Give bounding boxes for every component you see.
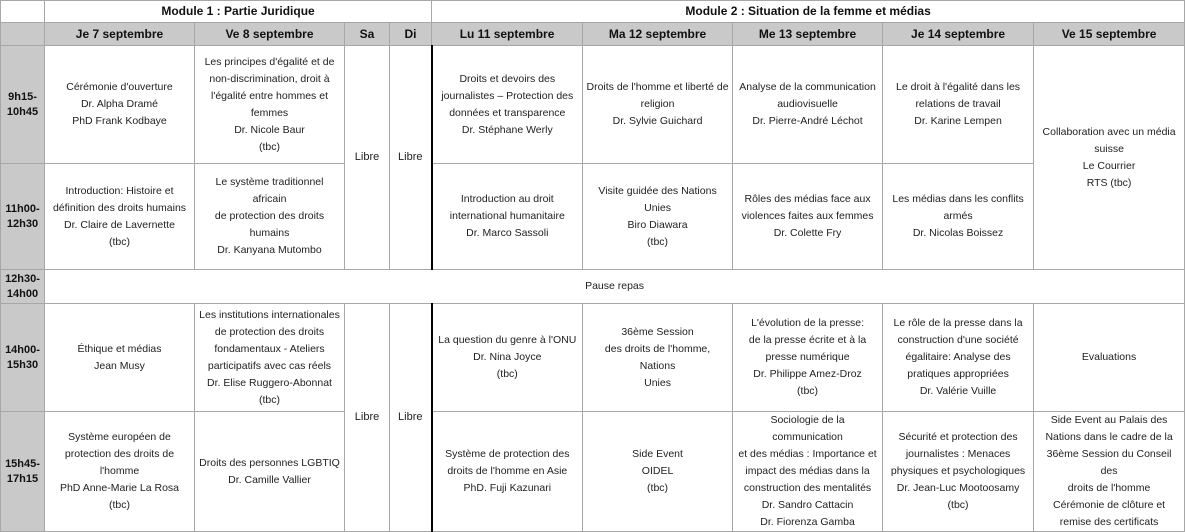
session-cell-media-collaboration: Collaboration avec un média suisse Le Courrier RTS (tbc) [1034,46,1185,270]
corner-cell-gray [1,23,45,46]
session-cell: Le système traditionnel africain de protection des droits humains Dr. Kanyana Mutombo [195,164,345,270]
session-cell: Système européen de protection des droits de l'homme PhD Anne-Marie La Rosa (tbc) [45,412,195,532]
module-header-row [1,1,1185,23]
time-slot-label: 14h00- 15h30 [1,304,45,412]
libre-cell: Libre [390,46,432,270]
session-cell: 36ème Session des droits de l'homme, Nations Unies [583,304,733,412]
session-cell: Sécurité et protection des journalistes : Menaces physiques et psychologiques Dr. Jean-Luc Mootoosamy (tbc) [883,412,1034,532]
day-header: Lu 11 septembre [432,23,583,46]
session-cell: La question du genre à l'ONU Dr. Nina Joyce (tbc) [432,304,583,412]
day-header: Me 13 septembre [733,23,883,46]
session-cell: Rôles des médias face aux violences faites aux femmes Dr. Colette Fry [733,164,883,270]
day-header: Je 7 septembre [45,23,195,46]
session-cell: Side Event au Palais des Nations dans le cadre de la 36ème Session du Conseil des droits de l'homme Cérémonie de clôture et remise des certificats [1034,412,1185,532]
day-header: Sa [345,23,390,46]
session-cell: L'évolution de la presse: de la presse écrite et à la presse numérique Dr. Philippe Amez-Droz (tbc) [733,304,883,412]
day-header: Di [390,23,432,46]
day-header: Je 14 septembre [883,23,1034,46]
slot-row-am2 [1,164,1185,270]
session-cell: Analyse de la communication audiovisuelle Dr. Pierre-André Léchot [733,46,883,164]
session-cell: Introduction: Histoire et définition des droits humains Dr. Claire de Lavernette (tbc) [45,164,195,270]
day-header-row [1,23,1185,46]
session-cell: Le droit à l'égalité dans les relations de travail Dr. Karine Lempen [883,46,1034,164]
libre-cell: Libre [390,304,432,532]
day-header: Ma 12 septembre [583,23,733,46]
session-cell: Système de protection des droits de l'homme en Asie PhD. Fuji Kazunari [432,412,583,532]
day-header: Ve 8 septembre [195,23,345,46]
session-cell: Cérémonie d'ouverture Dr. Alpha Dramé PhD Frank Kodbaye [45,46,195,164]
time-slot-label: 15h45- 17h15 [1,412,45,532]
session-cell: Les médias dans les conflits armés Dr. Nicolas Boissez [883,164,1034,270]
session-cell: Les institutions internationales de protection des droits fondamentaux - Ateliers participatifs avec cas réels Dr. Elise Ruggero-Abonnat (tbc) [195,304,345,412]
module1-title: Module 1 : Partie Juridique [45,1,432,23]
libre-cell: Libre [345,304,390,532]
slot-row-pm1 [1,304,1185,412]
slot-row-pause [1,270,1185,304]
corner-cell [1,1,45,23]
slot-row-pm2 [1,412,1185,532]
time-slot-label: 11h00- 12h30 [1,164,45,270]
session-cell: Side Event OIDEL (tbc) [583,412,733,532]
time-slot-label: 9h15- 10h45 [1,46,45,164]
session-cell: Le rôle de la presse dans la construction d'une société égalitaire: Analyse des pratiques appropriées Dr. Valérie Vuille [883,304,1034,412]
session-cell: Droits de l'homme et liberté de religion Dr. Sylvie Guichard [583,46,733,164]
lunch-break-cell: Pause repas [45,270,1185,304]
session-cell: Introduction au droit international humanitaire Dr. Marco Sassoli [432,164,583,270]
session-cell: Droits et devoirs des journalistes – Protection des données et transparence Dr. Stéphane Werly [432,46,583,164]
session-cell: Droits des personnes LGBTIQ Dr. Camille Vallier [195,412,345,532]
session-cell: Sociologie de la communication et des médias : Importance et impact des médias dans la construction des mentalités Dr. Sandro Cattacin Dr. Fiorenza Gamba [733,412,883,532]
session-cell: Visite guidée des Nations Unies Biro Diawara (tbc) [583,164,733,270]
time-slot-label: 12h30- 14h00 [1,270,45,304]
session-cell: Evaluations [1034,304,1185,412]
session-cell: Les principes d'égalité et de non-discrimination, droit à l'égalité entre hommes et femmes Dr. Nicole Baur (tbc) [195,46,345,164]
libre-cell: Libre [345,46,390,270]
session-cell: Éthique et médias Jean Musy [45,304,195,412]
day-header: Ve 15 septembre [1034,23,1185,46]
slot-row-am1 [1,46,1185,164]
module2-title: Module 2 : Situation de la femme et médias [432,1,1185,23]
